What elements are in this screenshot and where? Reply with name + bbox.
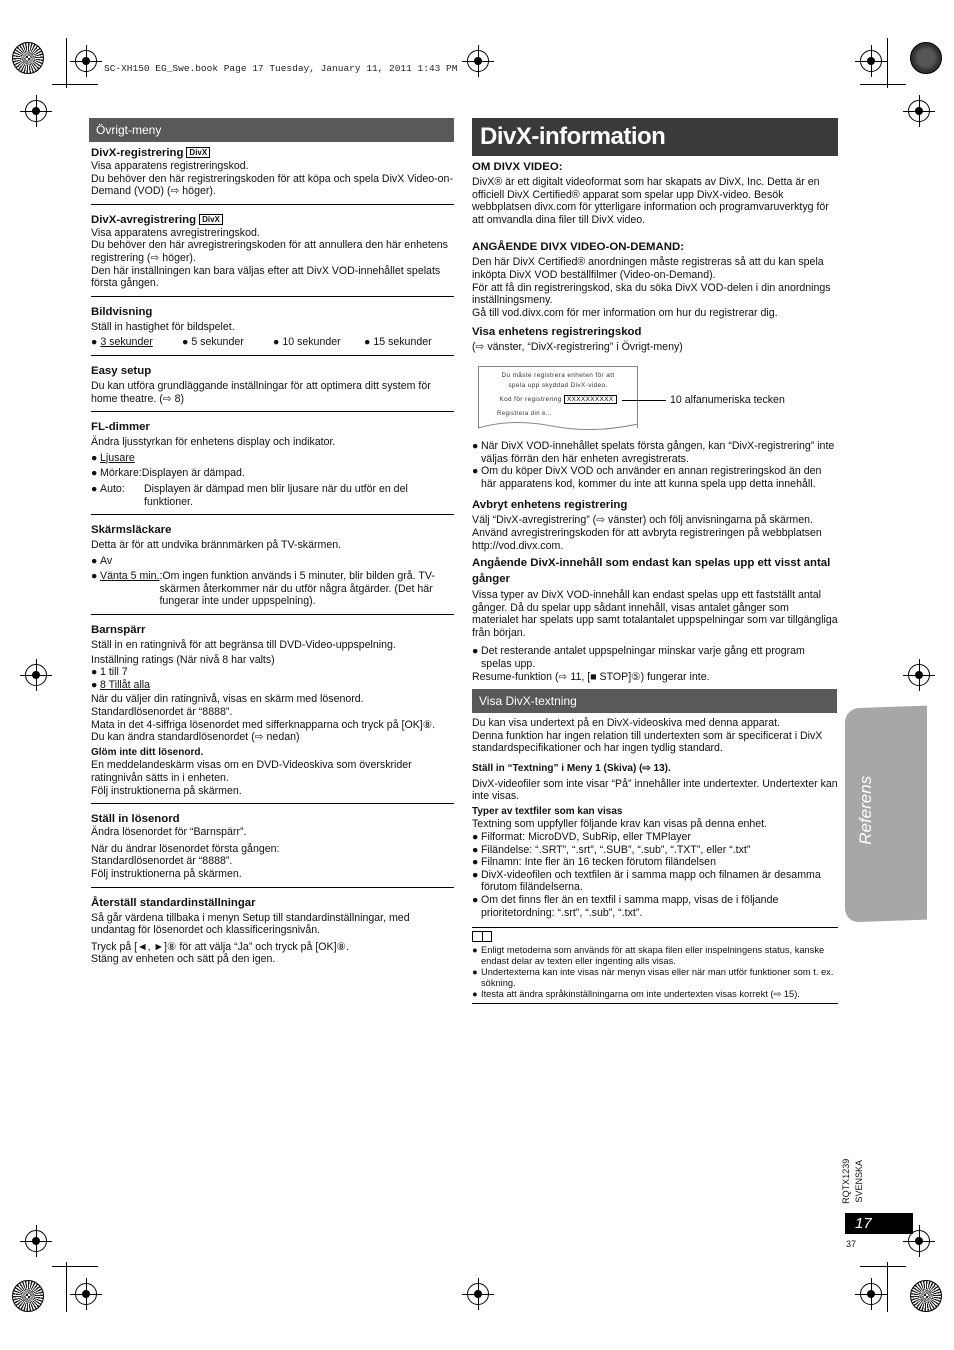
registration-mark [75, 1283, 97, 1305]
heading-avbryt-registrering: Avbryt enhetens registrering [472, 499, 628, 512]
text-line: DivX-videofiler som inte visar “På” innehåller inte undertexter. Undertexter kan inte visas. [472, 777, 838, 803]
text-line: Standardlösenordet är “8888”. [91, 855, 233, 868]
list-item: ● Ljusare [91, 451, 135, 464]
text-line: Ändra lösenordet för “Barnspärr”. [91, 826, 247, 839]
registration-mark [860, 50, 882, 72]
registration-mark [25, 1230, 47, 1252]
note-book-icon [472, 931, 492, 942]
callout-label: 10 alfanumeriska tecken [670, 393, 785, 406]
registration-mark [467, 50, 489, 72]
divx-badge: DivX [199, 214, 223, 225]
text-line: Välj “DivX-avregistrering” (⇨ vänster) och följ anvisningarna på skärmen. [472, 514, 813, 527]
registration-mark [860, 1283, 882, 1305]
crop-mark [52, 1266, 98, 1267]
doc-code: RQTX1239 [841, 1158, 852, 1204]
heading-visa-registreringskod: Visa enhetens registreringskod [472, 326, 642, 339]
text-line: Inställning ratings (När nivå 8 har valts) [91, 653, 275, 666]
callout-line [622, 400, 666, 401]
list-item: ● Filändelse: “.SRT”, “.srt”, “.SUB”, “.sub”, “.TXT”, eller “.txt” [472, 843, 751, 856]
option-8-tillat-alla[interactable]: 8 Tillåt alla [100, 678, 151, 691]
option-morkare[interactable]: Mörkare:Displayen är dämpad. [100, 467, 245, 480]
crop-mark [887, 1262, 888, 1312]
text-line: Du behöver den här registreringskoden för att köpa och spela DivX Video-on-Demand (VOD) (⇨ höger). [91, 172, 453, 198]
rosette-mark [910, 1280, 942, 1312]
text-line: Du kan ändra standardlösenordet (⇨ nedan) [91, 731, 300, 744]
text-block: DivX® är ett digitalt videoformat som har skapats av DivX, Inc. Detta är en officiell DivX Certified® apparat som spelar upp DivX-video. Besök webbplatsen divx.com för ytterligare information och programvaruverktyg för att omvandla dina filer till DivX video. [472, 176, 829, 226]
heading-fl-dimmer: FL-dimmer [91, 421, 150, 434]
text-line: Visa apparatens registreringskod. [91, 160, 249, 172]
screen-footer: Registrera din e... [497, 410, 552, 417]
option-3-sekunder[interactable]: 3 sekunder [100, 336, 153, 349]
note-item: ● Itesta att ändra språkinställningarna om inte undertexten visas korrekt (⇨ 15). [472, 989, 800, 1000]
divider [91, 803, 454, 804]
screen-code-row [479, 395, 637, 405]
side-tab-referens[interactable]: Referens [855, 775, 875, 845]
text-line: Mata in det 4-siffriga lösenordet med sifferknapparna och tryck på [OK]⑧. [91, 718, 436, 731]
divx-badge: DivX [186, 147, 210, 158]
option-10-sekunder[interactable]: 10 sekunder [282, 336, 341, 349]
text-line: Gå till vod.divx.com för mer information om hur du registrerar dig. [472, 306, 778, 319]
step-textning: Ställ in “Textning” i Meny 1 (Skiva) (⇨ 13). [472, 763, 671, 775]
text-line: Tryck på [◄, ►]⑧ för att välja “Ja” och tryck på [OK]⑧. [91, 940, 349, 953]
option-1-till-7[interactable]: 1 till 7 [100, 666, 128, 679]
divider [91, 296, 454, 297]
subheading-glom-inte: Glöm inte ditt lösenord. [91, 746, 204, 758]
section-title-ovrigt-meny: Övrigt-meny [89, 118, 454, 142]
text-line: Den här DivX Certified® anordningen måste registreras så att du kan spela inköpta DivX VOD beställfilmer (Video-on-Demand). [472, 256, 824, 281]
crop-mark [66, 1262, 67, 1312]
note-item: ● Enligt metoderna som används för att skapa filen eller inspelningens status, kanske endast delar av texten eller ingenting alls visas. [472, 945, 825, 967]
heading-easy-setup: Easy setup [91, 364, 152, 377]
list-item: ● 1 till 7 [91, 666, 128, 679]
heading-aterstall: Återställ standardinställningar [91, 896, 256, 909]
heading-skarmslackare: Skärmsläckare [91, 524, 172, 537]
subheading-typer: Typer av textfiler som kan visas [472, 805, 623, 817]
list-item: ● Mörkare:Displayen är dämpad. [91, 467, 245, 480]
text-line: Textning som uppfyller följande krav kan visas på denna enhet. [472, 818, 768, 831]
text-line: Den här inställningen kan bara väljas efter att DivX VOD-innehållet spelats första gången. [91, 264, 441, 290]
option-5-sekunder[interactable]: 5 sekunder [191, 336, 244, 349]
divider [91, 204, 454, 205]
heading-divx-registrering: DivX-registrering DivX [91, 146, 454, 160]
text-line: Resume-funktion (⇨ 11, [■ STOP]⑤) fungerar inte. [472, 670, 710, 683]
option-15-sekunder[interactable]: 15 sekunder [373, 336, 432, 349]
list-item: ● DivX-videofilen och textfilen är i samma mapp och filnamen är desamma förutom filändelserna. [472, 868, 821, 894]
registration-screen-diagram [472, 362, 838, 438]
option-av[interactable]: Av [100, 554, 113, 567]
sheet-number: 37 [846, 1239, 857, 1249]
crop-mark [52, 84, 98, 85]
heading-divx-avregistrering: DivX-avregistrering DivX [91, 213, 454, 227]
list-item: ● Filformat: MicroDVD, SubRip, eller TMPlayer [472, 831, 691, 843]
text-line: Använd avregistreringskoden för att avbryta registreringen på webbplatsen http://vod.divx.com. [472, 526, 822, 552]
registration-mark [25, 100, 47, 122]
page-title: DivX-information [472, 118, 838, 156]
crop-mark [860, 84, 906, 85]
list-item: ● Av [91, 554, 113, 567]
crop-mark [860, 1266, 906, 1267]
list-item: ● Auto: Displayen är dämpad men blir ljusare när du utför en del funktioner. [91, 483, 454, 508]
text-line: (⇨ vänster, “DivX-registrering” i Övrigt-meny) [472, 341, 683, 354]
text-line: Standardlösenordet är “8888”. [91, 706, 233, 719]
heading-angaende-divx: Angående DivX-innehåll som endast kan spelas upp ett visst antal gånger [472, 557, 831, 586]
option-auto-desc: Displayen är dämpad men blir ljusare när du utför en del funktioner. [144, 482, 408, 508]
text-line: Ändra ljusstyrkan för enhetens display och indikator. [91, 436, 336, 449]
registration-mark [467, 1283, 489, 1305]
option-vanta-5-min[interactable]: Vänta 5 min. [100, 570, 160, 583]
left-column [91, 118, 454, 966]
registration-code: XXXXXXXXXX [564, 395, 617, 404]
text-line: En meddelandeskärm visas om en DVD-Videoskiva som överskrider ratingnivån sätts in i enheten. [91, 759, 412, 784]
heading-stall-in-losenord: Ställ in lösenord [91, 813, 180, 826]
list-item: ● Det resterande antalet uppspelningar minskar varje gång ett program spelas upp. [472, 645, 805, 671]
divider [91, 514, 454, 515]
divider [91, 355, 454, 356]
text-line: Följ instruktionerna på skärmen. [91, 784, 242, 797]
divider [472, 927, 838, 928]
rosette-mark [12, 42, 44, 74]
heading-barnsparr: Barnspärr [91, 624, 146, 637]
text-line: Detta är för att undvika brännmärken på TV-skärmen. [91, 539, 342, 552]
list-item: ● Filnamn: Inte fler än 16 tecken förutom filändelsen [472, 856, 716, 869]
list-item: ● Om du köper DivX VOD och använder en annan registreringskod än den här apparatens kod, kommer du inte att kunna spela upp detta innehåll. [472, 465, 822, 490]
list-item: ● Vänta 5 min. :Om ingen funktion används i 5 minuter, blir bilden grå. TV-skärmen återkommer när du utför några åtgärder. (Det här fungerar inte under uppspelning). [91, 570, 454, 608]
text-line: Ställ in hastighet för bildspelet. [91, 320, 235, 333]
registration-mark [75, 50, 97, 72]
text-line: När du väljer din ratingnivå, visas en skärm med lösenord. [91, 693, 364, 706]
option-ljusare[interactable]: Ljusare [100, 451, 135, 464]
text-line: Följ instruktionerna på skärmen. [91, 867, 242, 880]
language-label: SVENSKA [853, 1160, 864, 1203]
text-block: Vissa typer av DivX VOD-innehåll kan endast spelas upp ett fastställt antal gånger. Då du spelar upp sådant innehåll, visas antalet gånger som materialet har spelats upp samt totalantalet uppspelningar som var tillgängliga från början. [472, 589, 838, 639]
registration-mark [908, 100, 930, 122]
text-line: När du ändrar lösenordet första gången: [91, 842, 280, 855]
diagram-wave [472, 416, 652, 438]
text-line: Så går värdena tillbaka i menyn Setup till standardinställningar, med undantag för lösenordet och klassificeringsnivån. [91, 911, 410, 937]
text-line: Du kan utföra grundläggande inställningar för att optimera ditt system för home theatre. (⇨ 8) [91, 379, 431, 405]
divider [472, 1003, 838, 1004]
screen-line: Du måste registrera enheten för att [501, 371, 615, 379]
option-vanta-desc: :Om ingen funktion används i 5 minuter, blir bilden grå. TV-skärmen återkommer när du utför några åtgärder. (Det här fungerar inte under uppspelning). [159, 570, 435, 608]
options-bildvisning: ● 3 sekunder ● 5 sekunder ● 10 sekunder ● 15 sekunder [91, 336, 432, 349]
text-line: Ställ in en ratingnivå för att begränsa till DVD-Video-uppspelning. [91, 639, 396, 652]
divider [91, 887, 454, 888]
divider [91, 614, 454, 615]
screen-code-label: Kod för registrering [499, 395, 562, 403]
section-title-visa-divx-textning: Visa DivX-textning [472, 689, 837, 713]
text-line: För att få din registreringskod, ska du söka DivX VOD-delen i din anordnings inställningsmeny. [472, 281, 831, 307]
rosette-mark [910, 42, 942, 74]
footer-codes [840, 1155, 870, 1205]
page-number: 17 [845, 1213, 913, 1234]
registration-mark [908, 664, 930, 686]
heading-bildvisning: Bildvisning [91, 305, 153, 318]
heading-om-divx-video: OM DIVX VIDEO: [472, 161, 563, 173]
print-header: SC-XH150 EG_Swe.book Page 17 Tuesday, January 11, 2011 1:43 PM [104, 63, 458, 74]
rosette-mark [12, 1280, 44, 1312]
crop-mark [887, 38, 888, 88]
text-line: Du behöver den här avregistreringskoden för att annullera den här enhetens registrering (⇨ höger). [91, 239, 448, 264]
registration-mark [25, 664, 47, 686]
divider [91, 411, 454, 412]
screen-line: spela upp skyddad DivX-video. [508, 381, 608, 389]
text-line: Denna funktion har ingen relation till undertexten som är specificerat i DivX standardspecifikationer och har ingen tydlig standard. [472, 729, 823, 755]
option-auto[interactable]: Auto: [100, 482, 125, 495]
text-line: Stäng av enheten och sätt på den igen. [91, 953, 276, 966]
text-line: Du kan visa undertext på en DivX-videoskiva med denna apparat. [472, 717, 780, 730]
list-item: ● 8 Tillåt alla [91, 678, 151, 691]
note-item: ● Undertexterna kan inte visas när menyn visas eller när man utför funktioner som t. ex. sökning. [472, 967, 834, 989]
heading-vod: ANGÅENDE DIVX VIDEO-ON-DEMAND: [472, 241, 685, 254]
crop-mark [66, 38, 67, 88]
right-column [472, 118, 838, 1004]
list-item: ● När DivX VOD-innehållet spelats första gången, kan “DivX-registrering” inte väljas förrän den här enheten avregistrerats. [472, 439, 835, 465]
list-item: ● Om det finns fler än en textfil i samma mapp, visas de i följande prioritetordning: “.srt”, “.sub”, “.txt”. [472, 893, 779, 919]
text-line: Visa apparatens avregistreringskod. [91, 226, 260, 239]
